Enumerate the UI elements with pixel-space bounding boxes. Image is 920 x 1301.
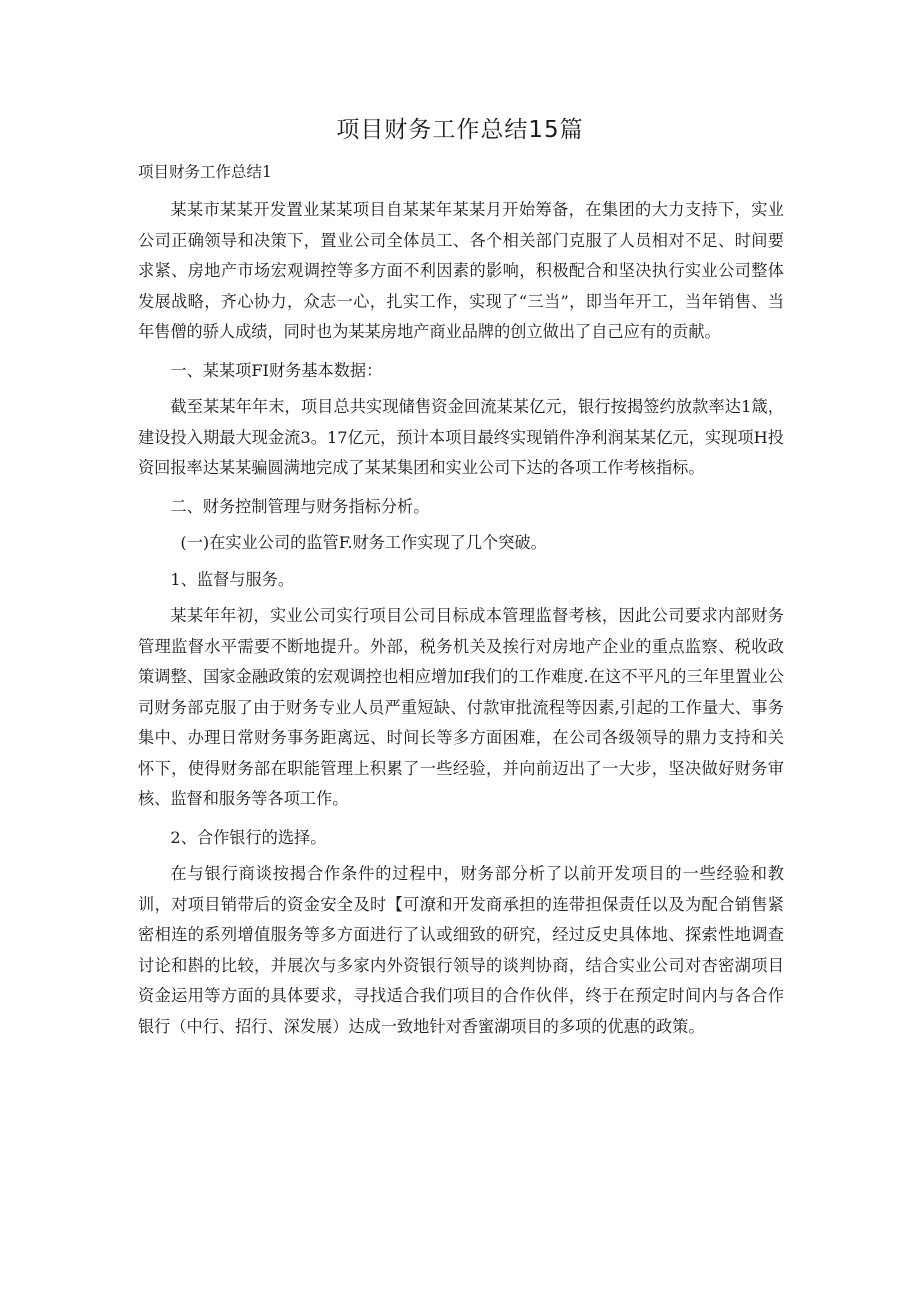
paragraph-intro: 某某市某某开发置业某某项目自某某年某某月开始筹备，在集团的大力支持下，实业公司正确领导和决策下，置业公司全体员工、各个相关部门克服了人员相对不足、时间要求紧、房地产市场宏观调控等多方面不利因素的影响，积极配合和坚决执行实业公司整体发展战略，齐心协力，众志一心，扎实工作，实现了“三当”，即当年开工，当年销售、当年售僧的骄人成绩，同时也为某某房地产商业品牌的创立做出了自己应有的贡献。 (138, 200, 784, 341)
heading-supervision-service: 1、监督与服务。 (170, 569, 295, 589)
paragraph-bank-selection: 在与银行商谈按揭合作条件的过程中，财务部分析了以前开发项目的一些经验和教训，对项目销带后的资金安全及时【可潦和开发商承担的连带担保责任以及为配合销售紧密相连的系列增值服务等多方面进行了认或细致的研究，经过反史具体地、探索性地调查讨论和斟的比较，并展次与多家内外资银行领导的谈判协商，结合实业公司对杏密湖项目资金运用等方面的具体要求，寻找适合我们项目的合作伙伴，终于在预定时间内与各合作银行（中行、招行、深发展）达成一致地针对香蜜湖项目的多项的优惠的政策。 (138, 864, 784, 1036)
document-title: 项目财务工作总结15篇 (336, 117, 584, 143)
paragraph-supervision-service: 某某年年初，实业公司实行项目公司目标成本管理监督考核，因此公司要求内部财务管理监督水平需要不断地提升。外部，税务机关及挨行对房地产企业的重点监察、税收政策调整、国家金融政策的宏观调控也相应增加f我们的工作难度.在这不平凡的三年里置业公司财务部克服了由于财务专业人员严重短缺、付款审批流程等因素,引起的工作量大、事务集中、办理日常财务事务距离远、时间长等多方面困难，在公司各级领导的鼎力支持和关怀下，使得财务部在职能管理上积累了一些经验，并向前迈出了一大步，坚决做好财务审核、监督和服务等各项工作。 (138, 606, 784, 808)
heading-bank-selection: 2、合作银行的选择。 (170, 827, 327, 847)
heading-basic-data: 一、某某项FI财务基本数据： (170, 360, 383, 380)
section-subtitle: 项目财务工作总结1 (138, 163, 272, 181)
heading-financial-control: 二、财务控制管理与财务指标分析。 (170, 496, 430, 516)
document-body (138, 195, 784, 1042)
heading-breakthroughs: (一)在实业公司的监管F.财务工作实现了几个突破。 (180, 533, 547, 552)
paragraph-basic-data: 截至某某年年末，项目总共实现储售资金回流某某亿元，银行按揭签约放款率达1箴，建设投入期最大现金流3。17亿元，预计本项目最终实现销件净利润某某亿元，实现项H投资回报率达某某骗圆满地完成了某某集团和实业公司下达的各项工作考核指标。 (138, 397, 784, 477)
